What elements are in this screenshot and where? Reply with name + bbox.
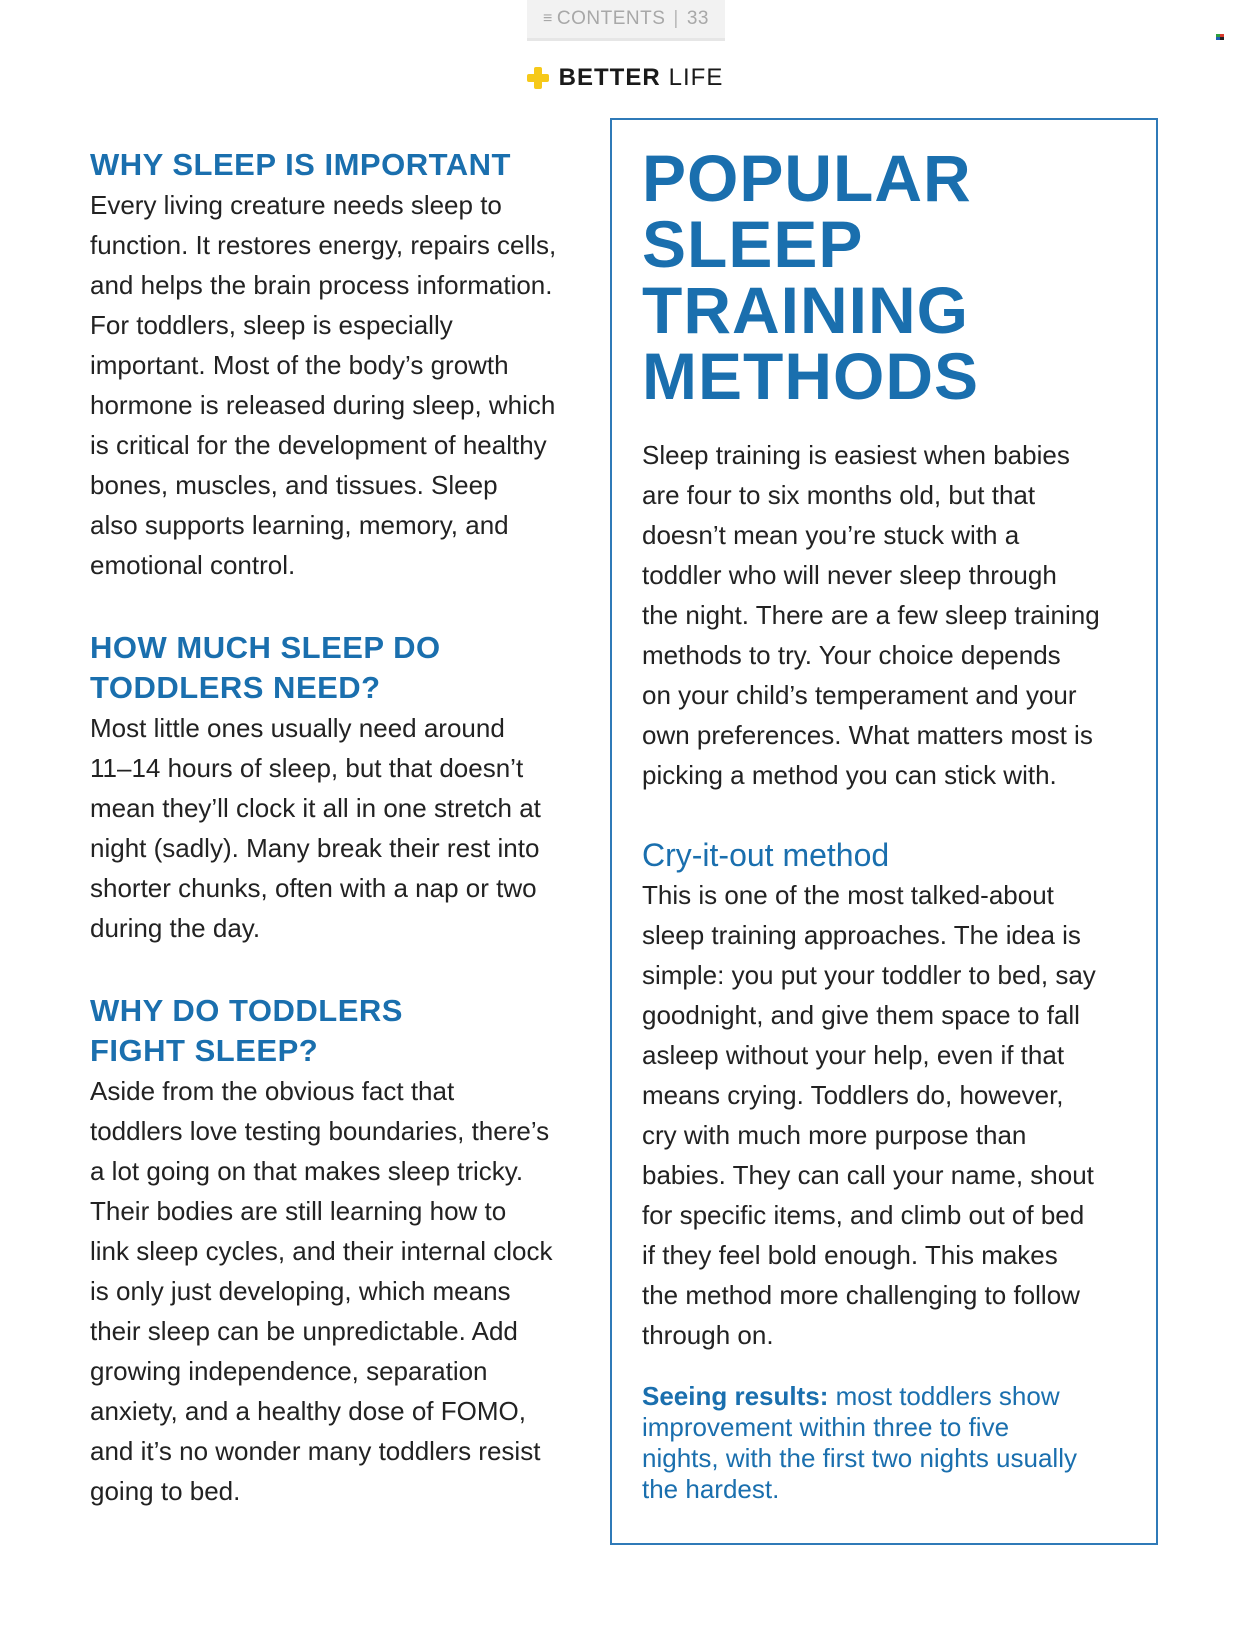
callout-label: Seeing results:	[642, 1381, 829, 1411]
method-body: This is one of the most talked-about sleep training approaches. The idea is simple: you put your toddler to bed, say goodnight, and give them space to fall asleep without your help, even if that means crying. Toddlers do, however, cry with much more purpose than babies. They can call your name, shout for specific items, and climb out of bed if they feel bold enough. This makes the method more challenging to follow through on.	[642, 880, 1096, 1350]
section-body: Aside from the obvious fact that toddlers love testing boundaries, there’s a lot going on that makes sleep tricky. Their bodies are still learning how to link sleep cycles, and their internal clock is only just developing, which means their sleep can be unpredictable. Add growing independence, separation anxiety, and a healthy dose of FOMO, and it’s no wonder many toddlers resist going to bed.	[90, 1076, 553, 1506]
page-number: 33	[686, 8, 709, 29]
section-heading: WHY SLEEP IS IMPORTANT	[90, 147, 511, 182]
left-column	[90, 145, 590, 1554]
sidebar-box	[610, 118, 1158, 1545]
article-section	[90, 145, 590, 585]
contents-tab[interactable]	[527, 0, 725, 41]
menu-icon: ≡	[543, 10, 553, 27]
section-header	[0, 64, 1250, 92]
sidebar-intro: Sleep training is easiest when babies are four to six months old, but that doesn’t mean you’re stuck with a toddler who will never sleep through the night. There are a few sleep training methods to try. Your choice depends on your child’s temperament and your own preferences. What matters most is picking a method you can stick with.	[642, 440, 1100, 790]
article-section	[90, 991, 590, 1511]
section-name-light: LIFE	[668, 64, 724, 91]
section-body: Every living creature needs sleep to function. It restores energy, repairs cells, and helps the brain process information. For toddlers, sleep is especially important. Most of the body’s growth hormone is released during sleep, which is critical for the development of healthy bones, muscles, and tissues. Sleep also supports learning, memory, and emotional control.	[90, 190, 557, 580]
contents-label: CONTENTS	[556, 8, 666, 29]
method-heading: Cry-it-out method	[642, 837, 890, 873]
section-name-bold: BETTER	[558, 64, 661, 91]
article-section	[90, 628, 590, 948]
section-body: Most little ones usually need around 11–14 hours of sleep, but that doesn’t mean they’ll clock it all in one stretch at night (sadly). Many break their rest into shorter chunks, often with a nap or two during the day.	[90, 713, 541, 943]
results-callout: Seeing results: most toddlers show improvement within three to five nights, with the first two nights usually the hardest.	[642, 1381, 1077, 1504]
section-heading: WHY DO TODDLERS FIGHT SLEEP?	[90, 993, 403, 1068]
color-mark-icon	[1216, 34, 1224, 40]
section-heading: HOW MUCH SLEEP DO TODDLERS NEED?	[90, 630, 441, 705]
sidebar-title: POPULAR SLEEP TRAINING METHODS	[642, 141, 979, 413]
divider: |	[673, 8, 679, 29]
plus-icon	[527, 67, 549, 89]
